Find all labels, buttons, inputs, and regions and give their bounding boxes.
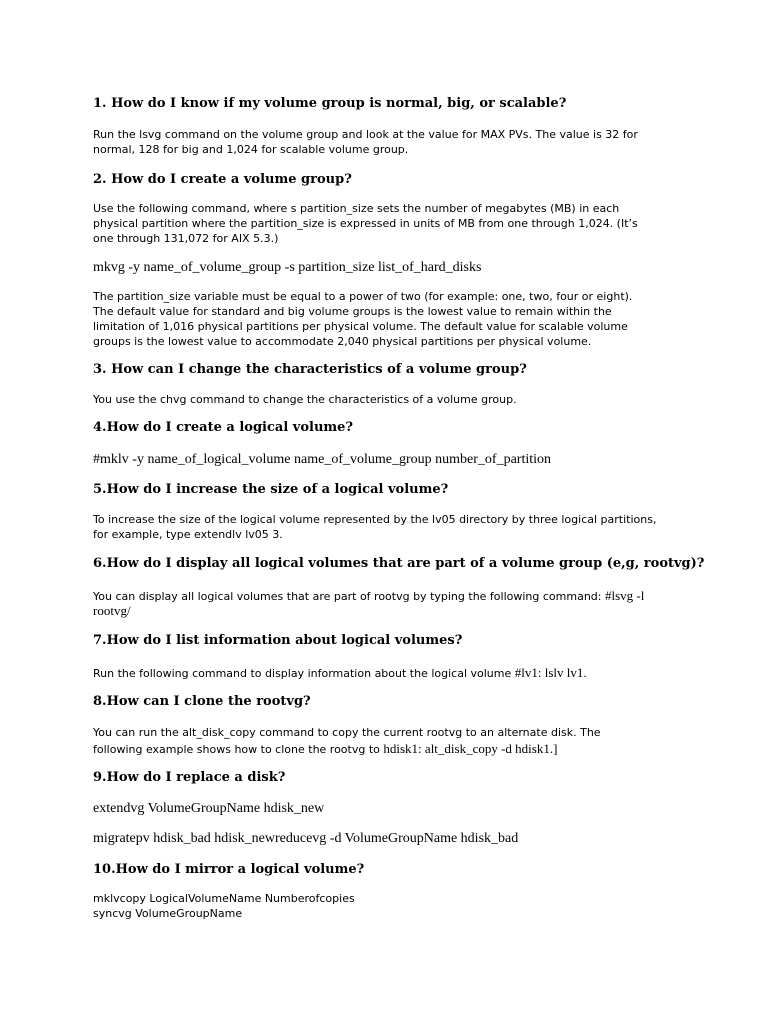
answer-8-sentence: following example shows how to clone the rootvg to: [93, 743, 384, 756]
answer-7-command: #lv1: lslv lv1.: [514, 665, 587, 680]
question-10-heading: 10.How do I mirror a logical volume?: [93, 862, 365, 877]
answer-6-sentence: You can display all logical volumes that are part of rootvg by typing the following command:: [93, 590, 605, 603]
answer-6-command-cont: rootvg/: [93, 603, 131, 618]
question-3-heading: 3. How can I change the characteristics of a volume group?: [93, 362, 527, 377]
question-2-heading: 2. How do I create a volume group?: [93, 172, 352, 187]
question-1-heading: 1. How do I know if my volume group is normal, big, or scalable?: [93, 96, 567, 111]
answer-6-text: [93, 588, 673, 604]
answer-6-command: #lsvg -l: [604, 588, 645, 603]
answer-9-command-1: extendvg VolumeGroupName hdisk_new: [93, 801, 325, 816]
question-6-heading: 6.How do I display all logical volumes that are part of a volume group (e,g, rootvg)?: [93, 556, 705, 571]
answer-5-text: To increase the size of the logical volume represented by the lv05 directory by three logical partitions, for example, type extendlv lv05 3.: [93, 513, 657, 541]
answer-8-text-cont: [93, 741, 673, 757]
answer-1-text: Run the lsvg command on the volume group and look at the value for MAX PVs. The value is 32 for normal, 128 for big and 1,024 for scalable volume group.: [93, 128, 638, 156]
answer-10-text: mklvcopy LogicalVolumeName Numberofcopies syncvg VolumeGroupName: [93, 892, 355, 920]
answer-2-command: mkvg -y name_of_volume_group -s partition_size list_of_hard_disks: [93, 260, 482, 275]
answer-7-text: [93, 665, 673, 681]
question-8-heading: 8.How can I clone the rootvg?: [93, 694, 311, 709]
answer-7-sentence: Run the following command to display information about the logical volume: [93, 667, 515, 680]
answer-4-command: #mklv -y name_of_logical_volume name_of_volume_group number_of_partition: [93, 452, 552, 467]
answer-3-text: You use the chvg command to change the characteristics of a volume group.: [93, 393, 517, 406]
answer-9-command-2: migratepv hdisk_bad hdisk_newreducevg -d VolumeGroupName hdisk_bad: [93, 831, 519, 846]
answer-2-note: The partition_size variable must be equal to a power of two (for example: one, two, four or eight). The default value for standard and big volume groups is the lowest value to remain within the limitation of 1,016 physical partitions per physical volume. The default value for scalable volume groups is the lowest value to accommodate 2,040 physical partitions per physical volume.: [93, 290, 633, 348]
answer-8-text: You can run the alt_disk_copy command to copy the current rootvg to an alternate disk. The: [93, 726, 601, 739]
question-7-heading: 7.How do I list information about logical volumes?: [93, 633, 463, 648]
answer-8-command: hdisk1: alt_disk_copy -d hdisk1.]: [383, 741, 558, 756]
question-9-heading: 9.How do I replace a disk?: [93, 770, 286, 785]
question-4-heading: 4.How do I create a logical volume?: [93, 420, 354, 435]
question-5-heading: 5.How do I increase the size of a logical volume?: [93, 482, 449, 497]
answer-2-text: Use the following command, where s partition_size sets the number of megabytes (MB) in each physical partition where the partition_size is expressed in units of MB from one through 1,024. (It’s one through 131,072 for AIX 5.3.): [93, 202, 638, 245]
